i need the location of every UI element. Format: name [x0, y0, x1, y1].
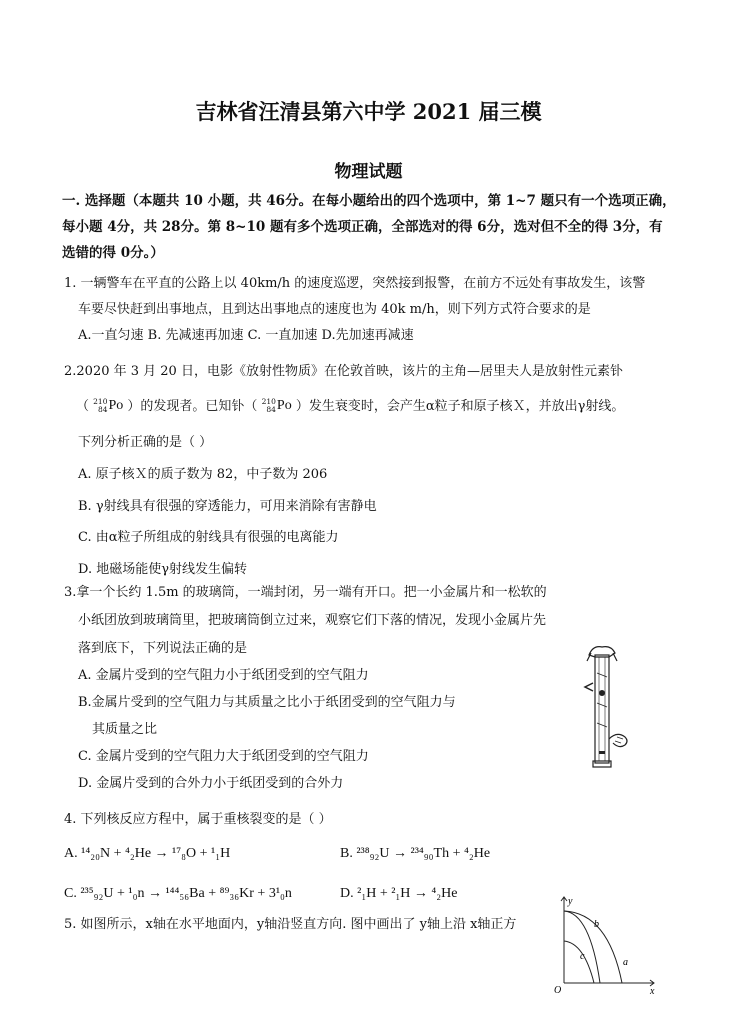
q4-option-c — [64, 885, 292, 903]
projectile-figure — [550, 893, 660, 998]
q4-a-label: A. — [64, 846, 78, 861]
po-charge: 84 — [97, 405, 108, 414]
curve-a-label: a — [623, 957, 628, 968]
page-subtitle: 物理试题 — [334, 162, 403, 182]
glass-tube-figure — [575, 643, 635, 773]
curve-b-label: b — [594, 919, 599, 930]
q2-line-1: 2.2020 年 3 月 20 日，电影《放射性物质》在伦敦首映，该片的主角—居里夫人是放射性元素钋 — [64, 364, 623, 379]
q2-option-d: D. 地磁场能使γ射线发生偏转 — [78, 562, 247, 577]
section-line-1: 一. 选择题（本题共 10 小题，共 46分。在每小题给出的四个选项中，第 1~7 题只有一个选项正确， — [62, 193, 676, 209]
q4-c-equation: ²³⁵₉₂U + ¹₀n → ¹⁴⁴₅₆Ba + ⁸⁹₃₆Kr + 3¹₀n — [80, 886, 292, 901]
q3-option-a: A. 金属片受到的空气阻力小于纸团受到的空气阻力 — [78, 668, 369, 683]
po-nuclide-2 — [262, 397, 292, 416]
q2-option-c: C. 由α粒子所组成的射线具有很强的电离能力 — [78, 530, 339, 545]
q2-line-2b: ）的发现者。已知钋（ — [127, 398, 258, 414]
x-axis-label: x — [650, 986, 655, 997]
q1-line-2: 车要尽快赶到出事地点，且到达出事地点的速度也为 40k m/h，则下列方式符合要求的是 — [78, 302, 591, 317]
y-axis-label: y — [568, 896, 573, 907]
q2-line-3: 下列分析正确的是（ ） — [78, 435, 213, 450]
po-nuclide — [93, 397, 123, 416]
q2-line-2c: ）发生衰变时，会产生α粒子和原子核Ｘ，并放出γ射线。 — [295, 398, 625, 414]
q4-d-equation: ²₁H + ²₁H → ⁴₂He — [357, 886, 458, 901]
po-mass: 210 — [93, 397, 108, 406]
po-symbol-2: Po — [276, 398, 292, 413]
q4-option-b — [340, 845, 490, 863]
page-title: 吉林省汪清县第六中学 2021 届三模 — [195, 99, 542, 124]
q2-open-paren: （ — [76, 398, 90, 414]
curve-c-label: c — [580, 951, 585, 962]
po-mass-2: 210 — [261, 397, 276, 406]
tube-body — [595, 655, 609, 763]
q4-option-d — [340, 885, 457, 903]
q2-line-2 — [76, 397, 624, 416]
q1-line-1: 1. 一辆警车在平直的公路上以 40km/h 的速度巡逻，突然接到报警，在前方不远处有事故发生，该警 — [64, 276, 646, 291]
q3-option-d: D. 金属片受到的合外力小于纸团受到的合外力 — [78, 776, 344, 791]
q2-option-a: A. 原子核Ｘ的质子数为 82，中子数为 206 — [78, 467, 328, 482]
q3-line-1: 3.拿一个长约 1.5m 的玻璃筒，一端封闭，另一端有开口。把一小金属片和一松软的 — [64, 585, 547, 600]
po-symbol: Po — [108, 398, 124, 413]
q1-options: A.一直匀速 B. 先减速再加速 C. 一直加速 D.先加速再减速 — [78, 328, 414, 343]
q4-b-label: B. — [340, 846, 353, 861]
section-line-3: 选错的得 0分。） — [62, 245, 164, 261]
q5-line-1: 5. 如图所示，x轴在水平地面内，y轴沿竖直方向. 图中画出了 y轴上沿 x轴正方 — [64, 917, 517, 932]
q4-a-equation: ¹⁴₂₀N + ⁴₂He → ¹⁷₈O + ¹₁H — [81, 846, 231, 861]
q3-line-3: 落到底下，下列说法正确的是 — [78, 641, 248, 656]
q3-option-c: C. 金属片受到的空气阻力大于纸团受到的空气阻力 — [78, 749, 369, 764]
hand-grip — [609, 734, 627, 746]
q3-line-2: 小纸团放到玻璃筒里，把玻璃筒倒立过来，观察它们下落的情况，发现小金属片先 — [78, 613, 547, 628]
q4-option-a — [64, 845, 230, 863]
q4-c-label: C. — [64, 886, 77, 901]
po-charge-2: 84 — [266, 405, 276, 414]
paper-ball — [599, 690, 605, 696]
q3-option-b-2: 其质量之比 — [92, 722, 158, 737]
q4-stem: 4. 下列核反应方程中，属于重核裂变的是（ ） — [64, 812, 332, 827]
q2-option-b: B. γ射线具有很强的穿透能力，可用来消除有害静电 — [78, 499, 377, 514]
q4-d-label: D. — [340, 886, 354, 901]
origin-label: O — [554, 985, 562, 996]
metal-piece — [599, 751, 605, 754]
q3-option-b-1: B.金属片受到的空气阻力与其质量之比小于纸团受到的空气阻力与 — [78, 695, 456, 710]
curve-c — [564, 941, 594, 983]
q4-b-equation: ²³⁸₉₂U → ²³⁴₉₀Th + ⁴₂He — [356, 846, 491, 861]
section-line-2: 每小题 4分，共 28分。第 8~10 题有多个选项正确，全部选对的得 6分，选对但不全的得 3分，有 — [62, 219, 663, 235]
